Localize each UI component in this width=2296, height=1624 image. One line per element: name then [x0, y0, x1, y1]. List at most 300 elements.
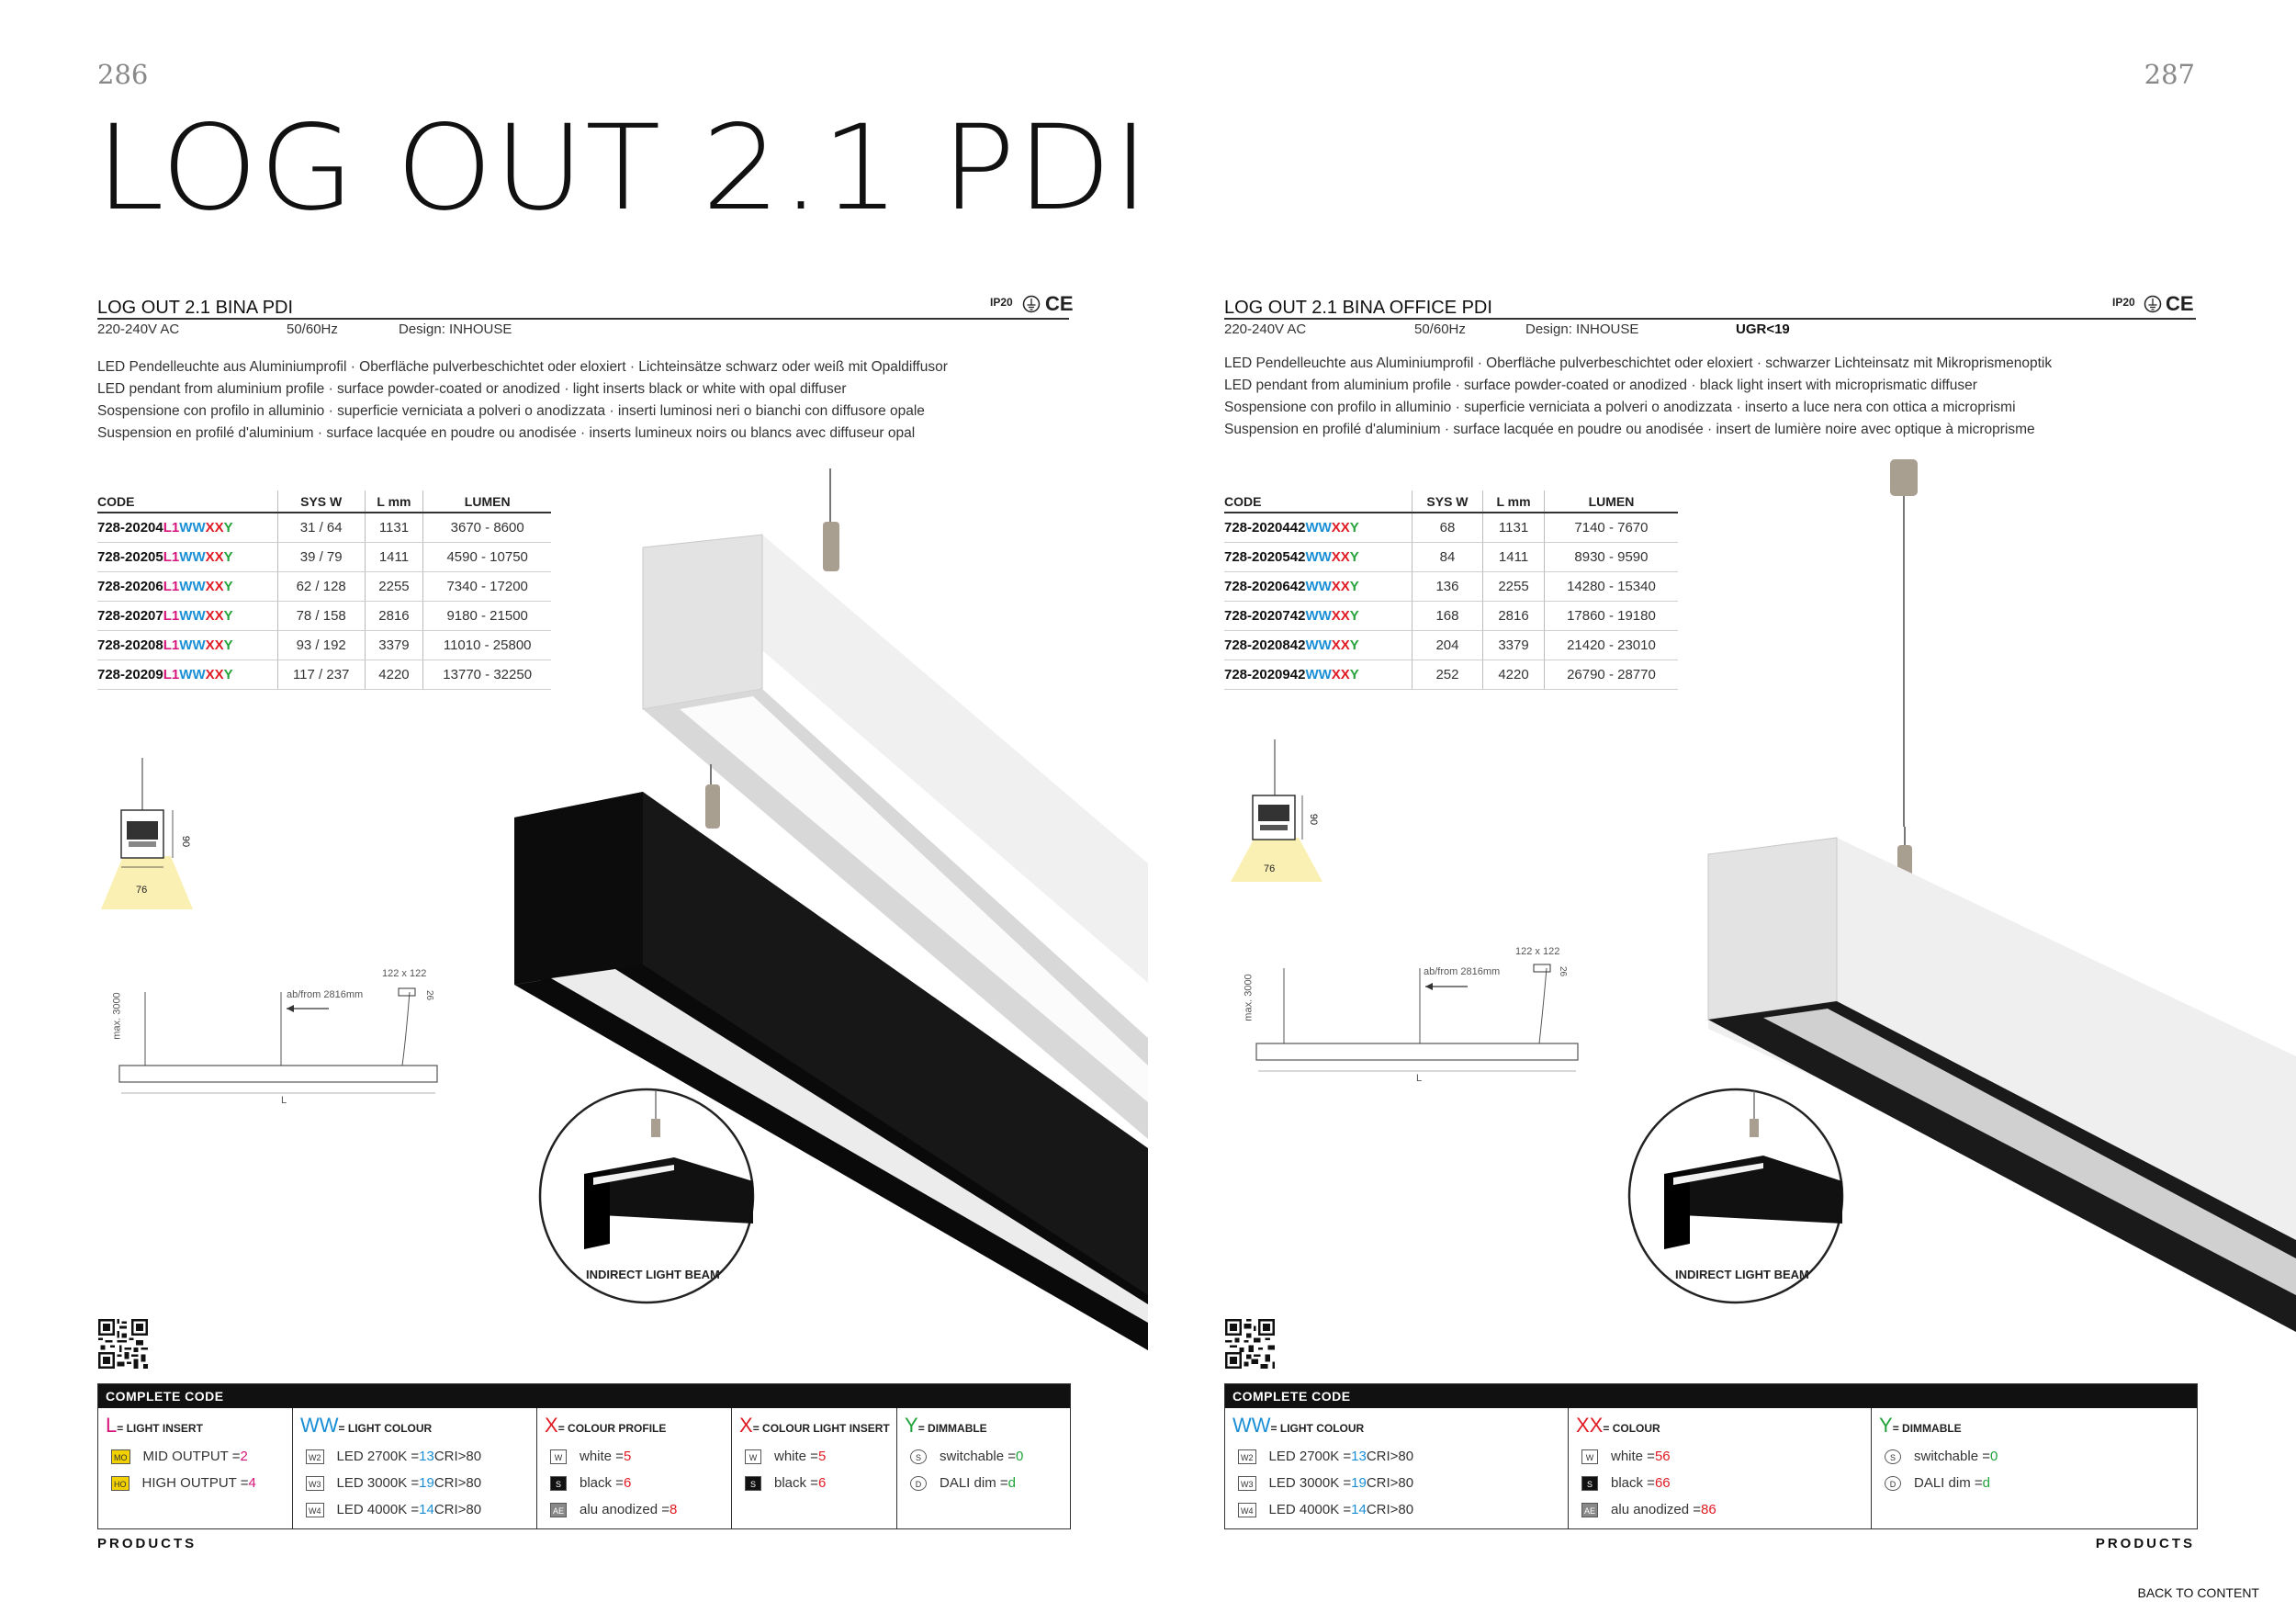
- option-chip-icon: S: [550, 1476, 567, 1491]
- table-row: [1224, 660, 1678, 690]
- cell-sysw: 168: [1412, 602, 1482, 631]
- cell-length: 4220: [1483, 660, 1545, 690]
- cell-lumen: 4590 - 10750: [423, 543, 551, 572]
- option-text: LED 4000K =: [1268, 1502, 1352, 1517]
- code-size: 642: [1282, 579, 1306, 594]
- code-prefix: 728-2020: [1224, 549, 1283, 565]
- code-key: WW: [300, 1414, 339, 1437]
- cell-code: [1224, 543, 1412, 572]
- code-column-header: [1879, 1414, 2187, 1438]
- code-key: X: [739, 1414, 753, 1437]
- code-key-label: = COLOUR LIGHT INSERT: [752, 1422, 890, 1435]
- code-key: Y: [905, 1414, 918, 1437]
- code-light-colour: WW: [1305, 637, 1332, 653]
- option-chip-icon: W4: [1238, 1503, 1256, 1517]
- footer-products-right[interactable]: PRODUCTS: [2095, 1536, 2195, 1551]
- code-size: 7: [155, 608, 163, 624]
- option-chip-icon: W: [550, 1449, 567, 1464]
- cell-code: [1224, 631, 1412, 660]
- option-value: 0: [1015, 1449, 1024, 1464]
- cell-sysw: 68: [1412, 513, 1482, 543]
- design-left: Design: INHOUSE: [399, 321, 512, 337]
- code-column-header: [545, 1414, 724, 1438]
- code-option: [1232, 1496, 1560, 1523]
- table-row: [97, 543, 551, 572]
- table-row: [1224, 543, 1678, 572]
- option-value: 6: [817, 1475, 827, 1491]
- code-light-insert: L1: [163, 579, 180, 594]
- code-column: [1569, 1408, 1872, 1528]
- cell-code: [1224, 602, 1412, 631]
- option-text: white =: [774, 1449, 818, 1464]
- cell-sysw: 93 / 192: [277, 631, 365, 660]
- section-width-left: 76: [136, 885, 148, 896]
- option-tail: CRI>80: [1366, 1475, 1414, 1491]
- cell-sysw: 136: [1412, 572, 1482, 602]
- code-dimmable: Y: [223, 549, 233, 565]
- option-chip-icon: W2: [1238, 1449, 1256, 1464]
- code-column: [98, 1408, 293, 1528]
- page-number-right: 287: [2144, 59, 2195, 90]
- cell-sysw: 31 / 64: [277, 513, 365, 543]
- cell-lumen: 17860 - 19180: [1544, 602, 1678, 631]
- option-text: black =: [580, 1475, 624, 1491]
- code-light-colour-2: W: [192, 608, 206, 624]
- code-key: L: [106, 1414, 118, 1437]
- page-number-left: 286: [97, 59, 149, 90]
- code-option: [1576, 1443, 1863, 1470]
- cell-length: 2816: [1483, 602, 1545, 631]
- design-right: Design: INHOUSE: [1525, 321, 1639, 337]
- cell-lumen: 7140 - 7670: [1544, 513, 1678, 543]
- code-light-colour: W: [179, 667, 193, 682]
- option-value: 19: [1351, 1475, 1367, 1491]
- code-option: [1232, 1443, 1560, 1470]
- code-colour-profile: X: [205, 579, 215, 594]
- ground-icon: [2144, 295, 2162, 318]
- cell-lumen: 9180 - 21500: [423, 602, 551, 631]
- code-light-colour-2: W: [192, 579, 206, 594]
- option-text: alu anodized =: [1611, 1502, 1702, 1517]
- code-key-label: = LIGHT COLOUR: [338, 1422, 433, 1435]
- code-colour-insert: X: [214, 549, 224, 565]
- code-option: [905, 1470, 1060, 1496]
- code-colour: XX: [1331, 579, 1350, 594]
- code-dimmable: Y: [223, 608, 233, 624]
- cell-lumen: 3670 - 8600: [423, 513, 551, 543]
- code-colour-profile: X: [205, 608, 215, 624]
- code-colour: XX: [1331, 637, 1350, 653]
- code-prefix: 728-2020: [1224, 520, 1283, 536]
- code-option: [300, 1470, 529, 1496]
- qr-code-icon[interactable]: [98, 1319, 148, 1373]
- code-light-colour: WW: [1305, 520, 1332, 536]
- table-row: [1224, 513, 1678, 543]
- cell-code: [97, 660, 277, 690]
- spec-table-left: [97, 491, 551, 690]
- option-chip-icon: W: [1581, 1449, 1598, 1464]
- col-code: CODE: [1224, 491, 1412, 513]
- code-light-colour: W: [179, 549, 193, 565]
- title-rule-left: [97, 318, 1069, 320]
- cell-code: [97, 602, 277, 631]
- code-prefix: 728-2020: [97, 579, 156, 594]
- cell-lumen: 8930 - 9590: [1544, 543, 1678, 572]
- option-tail: CRI>80: [433, 1449, 482, 1464]
- option-value: 86: [1701, 1502, 1716, 1517]
- option-chip-icon: W3: [306, 1476, 324, 1491]
- section-height-left: 90: [180, 835, 192, 848]
- install-from-left: ab/from 2816mm: [287, 989, 364, 1000]
- option-value: d: [1007, 1475, 1016, 1491]
- indirect-label-right: INDIRECT LIGHT BEAM: [1675, 1268, 1809, 1281]
- code-light-colour-2: W: [192, 520, 206, 536]
- code-key-label: = COLOUR: [1603, 1422, 1660, 1435]
- cell-lumen: 7340 - 17200: [423, 572, 551, 602]
- code-key-label: = DIMMABLE: [917, 1422, 987, 1435]
- option-chip-icon: S: [745, 1476, 761, 1491]
- page-title: LOG OUT 2.1 PDI: [96, 100, 1151, 237]
- install-profile-right: 122 x 122: [1515, 946, 1560, 957]
- option-value: 6: [623, 1475, 632, 1491]
- ce-mark-left: CE: [1045, 292, 1074, 315]
- code-prefix: 728-2020: [1224, 579, 1283, 594]
- cell-lumen: 26790 - 28770: [1544, 660, 1678, 690]
- code-column-header: [739, 1414, 889, 1438]
- option-chip-icon: D: [1885, 1476, 1901, 1491]
- code-key: Y: [1879, 1414, 1893, 1437]
- code-size: 9: [155, 667, 163, 682]
- cell-code: [97, 572, 277, 602]
- install-profile-h-left: 26: [424, 989, 435, 1001]
- code-option: [106, 1470, 285, 1496]
- code-option: [1232, 1470, 1560, 1496]
- code-dimmable: Y: [1349, 520, 1359, 536]
- cell-sysw: 117 / 237: [277, 660, 365, 690]
- table-row: [1224, 572, 1678, 602]
- code-column: [897, 1408, 1067, 1528]
- table-row: [97, 602, 551, 631]
- code-option: [545, 1443, 724, 1470]
- code-light-colour: WW: [1305, 667, 1332, 682]
- ip-badge-left: IP20: [990, 296, 1013, 309]
- cell-lumen: 13770 - 32250: [423, 660, 551, 690]
- section-width-right: 76: [1264, 863, 1276, 874]
- qr-code-icon[interactable]: [1225, 1319, 1275, 1373]
- cell-code: [97, 513, 277, 543]
- option-chip-icon: W3: [1238, 1476, 1256, 1491]
- code-column-header: [1232, 1414, 1560, 1438]
- code-size: 542: [1282, 549, 1306, 565]
- complete-code-left: [97, 1383, 1071, 1529]
- code-dimmable: Y: [1349, 579, 1359, 594]
- option-value: 19: [419, 1475, 434, 1491]
- cell-code: [97, 631, 277, 660]
- code-colour: XX: [1331, 608, 1350, 624]
- code-prefix: 728-2020: [97, 549, 156, 565]
- code-size: 4: [155, 520, 163, 536]
- option-value: 5: [817, 1449, 827, 1464]
- code-option: [905, 1443, 1060, 1470]
- code-key: X: [545, 1414, 558, 1437]
- table-row: [97, 631, 551, 660]
- code-option: [739, 1470, 889, 1496]
- option-text: DALI dim =: [940, 1475, 1008, 1491]
- ground-icon: [1022, 295, 1041, 318]
- cell-sysw: 252: [1412, 660, 1482, 690]
- option-chip-icon: S: [1581, 1476, 1598, 1491]
- table-row: [1224, 602, 1678, 631]
- product-title-left: LOG OUT 2.1 BINA PDI: [97, 298, 294, 318]
- code-light-colour: W: [179, 579, 193, 594]
- option-text: alu anodized =: [580, 1502, 670, 1517]
- option-chip-icon: W4: [306, 1503, 324, 1517]
- code-dimmable: Y: [1349, 637, 1359, 653]
- code-column-header: [106, 1414, 285, 1438]
- section-height-right: 90: [1308, 813, 1320, 826]
- code-size: 6: [155, 579, 163, 594]
- code-column: [293, 1408, 537, 1528]
- option-value: 13: [419, 1449, 434, 1464]
- code-colour: XX: [1331, 520, 1350, 536]
- option-value: 66: [1654, 1475, 1671, 1491]
- code-light-insert: L1: [163, 520, 180, 536]
- cell-lumen: 21420 - 23010: [1544, 631, 1678, 660]
- cell-sysw: 62 / 128: [277, 572, 365, 602]
- option-chip-icon: AE: [550, 1503, 567, 1517]
- option-value: 14: [419, 1502, 434, 1517]
- option-text: MID OUTPUT =: [142, 1449, 241, 1464]
- code-light-colour-2: W: [192, 637, 206, 653]
- code-light-insert: L1: [163, 667, 180, 682]
- option-chip-icon: S: [1885, 1449, 1901, 1464]
- code-column-header: [300, 1414, 529, 1438]
- install-profile-left: 122 x 122: [382, 968, 427, 979]
- option-text: white =: [580, 1449, 624, 1464]
- code-prefix: 728-2020: [1224, 667, 1283, 682]
- cell-lumen: 11010 - 25800: [423, 631, 551, 660]
- code-option: [1879, 1443, 2187, 1470]
- option-value: 2: [240, 1449, 248, 1464]
- install-length-left: L: [281, 1095, 287, 1106]
- table-row: [97, 660, 551, 690]
- cell-length: 1411: [365, 543, 423, 572]
- cell-code: [1224, 660, 1412, 690]
- option-text: LED 3000K =: [1268, 1475, 1352, 1491]
- code-dimmable: Y: [1349, 608, 1359, 624]
- code-colour-insert: X: [214, 520, 224, 536]
- code-dimmable: Y: [223, 520, 233, 536]
- code-light-insert: L1: [163, 637, 180, 653]
- code-key-label: = LIGHT COLOUR: [1270, 1422, 1365, 1435]
- code-colour-insert: X: [214, 667, 224, 682]
- code-option: [300, 1443, 529, 1470]
- cell-lumen: 14280 - 15340: [1544, 572, 1678, 602]
- option-text: switchable =: [940, 1449, 1016, 1464]
- option-value: 56: [1654, 1449, 1671, 1464]
- description-right: LED Pendelleuchte aus Aluminiumprofil · Oberfläche pulverbeschichtet oder eloxiert · schwarzer Lichteinsatz mit Mikroprismenoptik LED pendant from aluminium profile · surface powder-coated or anodized · black light insert with microprismatic diffuser Sospensione con profilo in alluminio · superficie verniciata a polveri o anodizzata · inserto a luce nera con ottica a microprismi Suspension en profilé d'aluminium · surface lacquée en poudre ou anodisée · insert de lumière noire avec optique à microprisme: [1224, 355, 2053, 437]
- col-length: L mm: [1483, 491, 1545, 513]
- code-size: 742: [1282, 608, 1306, 624]
- code-colour: XX: [1331, 667, 1350, 682]
- code-light-colour-2: W: [192, 667, 206, 682]
- code-colour-insert: X: [214, 608, 224, 624]
- back-to-content-link[interactable]: BACK TO CONTENT: [2137, 1585, 2259, 1600]
- indirect-label-left: INDIRECT LIGHT BEAM: [586, 1268, 720, 1281]
- code-colour-profile: X: [205, 667, 215, 682]
- cell-length: 2255: [1483, 572, 1545, 602]
- title-rule-right: [1224, 318, 2196, 320]
- code-colour-profile: X: [205, 549, 215, 565]
- option-text: LED 2700K =: [336, 1449, 420, 1464]
- description-left: LED Pendelleuchte aus Aluminiumprofil · Oberfläche pulverbeschichtet oder eloxiert · Lichteinsätze schwarz oder weiß mit Opaldiffusor LED pendant from aluminium profile · surface powder-coated or anodized · light inserts black or white with opal diffuser Sospensione con profilo in alluminio · superficie verniciata a polveri o anodizzata · inserti luminosi neri o bianchi con diffusore opale Suspension en profilé d'aluminium · surface lacquée en poudre ou anodisée · inserts lumineux noirs ou blancs avec diffuseur opal: [97, 359, 948, 441]
- code-option: [300, 1496, 529, 1523]
- install-drawing-right: [1249, 946, 1589, 1088]
- frequency-right: 50/60Hz: [1414, 321, 1466, 337]
- complete-code-title-left: COMPLETE CODE: [98, 1384, 1070, 1408]
- code-option: [545, 1496, 724, 1523]
- code-colour-profile: X: [205, 520, 215, 536]
- option-value: 5: [623, 1449, 632, 1464]
- option-text: white =: [1611, 1449, 1655, 1464]
- code-light-colour: WW: [1305, 579, 1332, 594]
- code-dimmable: Y: [223, 637, 233, 653]
- spec-table-right: [1224, 491, 1678, 690]
- code-light-colour: WW: [1305, 608, 1332, 624]
- frequency-left: 50/60Hz: [287, 321, 338, 337]
- code-size: 942: [1282, 667, 1306, 682]
- code-colour-insert: X: [214, 637, 224, 653]
- cell-length: 2816: [365, 602, 423, 631]
- code-key: XX: [1576, 1414, 1604, 1437]
- code-prefix: 728-2020: [1224, 608, 1283, 624]
- code-column: [732, 1408, 897, 1528]
- option-tail: CRI>80: [433, 1502, 482, 1517]
- code-key-label: = LIGHT INSERT: [117, 1422, 203, 1435]
- option-chip-icon: AE: [1581, 1503, 1598, 1517]
- option-value: d: [1982, 1475, 1990, 1491]
- cell-length: 3379: [365, 631, 423, 660]
- code-option: [1576, 1470, 1863, 1496]
- option-value: 4: [248, 1475, 256, 1491]
- col-sysw: SYS W: [1412, 491, 1482, 513]
- code-prefix: 728-2020: [97, 608, 156, 624]
- voltage-left: 220-240V AC: [97, 321, 180, 337]
- install-length-right: L: [1416, 1073, 1423, 1084]
- cell-length: 3379: [1483, 631, 1545, 660]
- cell-sysw: 78 / 158: [277, 602, 365, 631]
- code-column: [537, 1408, 732, 1528]
- code-column-header: [905, 1414, 1060, 1438]
- install-max-left: max. 3000: [111, 992, 123, 1040]
- install-profile-h-right: 26: [1558, 965, 1569, 977]
- cell-length: 2255: [365, 572, 423, 602]
- cell-sysw: 204: [1412, 631, 1482, 660]
- footer-products-left[interactable]: PRODUCTS: [97, 1536, 197, 1551]
- cell-length: 1131: [365, 513, 423, 543]
- cell-length: 1411: [1483, 543, 1545, 572]
- code-option: [545, 1470, 724, 1496]
- option-value: 8: [670, 1502, 678, 1517]
- install-drawing-left: [99, 964, 448, 1116]
- option-tail: CRI>80: [433, 1475, 482, 1491]
- ugr-right: UGR<19: [1736, 321, 1790, 337]
- install-from-right: ab/from 2816mm: [1424, 966, 1501, 977]
- cell-sysw: 39 / 79: [277, 543, 365, 572]
- code-option: [106, 1443, 285, 1470]
- option-text: LED 3000K =: [336, 1475, 420, 1491]
- table-row: [97, 513, 551, 543]
- cell-code: [1224, 572, 1412, 602]
- code-colour: XX: [1331, 549, 1350, 565]
- code-option: [739, 1443, 889, 1470]
- code-prefix: 728-2020: [1224, 637, 1283, 653]
- ce-mark-right: CE: [2166, 292, 2194, 315]
- option-value: 0: [1989, 1449, 1998, 1464]
- cell-code: [1224, 513, 1412, 543]
- code-column: [1872, 1408, 2194, 1528]
- code-prefix: 728-2020: [97, 637, 156, 653]
- code-light-insert: L1: [163, 608, 180, 624]
- option-chip-icon: W2: [306, 1449, 324, 1464]
- option-text: black =: [774, 1475, 818, 1491]
- code-dimmable: Y: [1349, 667, 1359, 682]
- code-light-insert: L1: [163, 549, 180, 565]
- cell-length: 1131: [1483, 513, 1545, 543]
- option-text: switchable =: [1914, 1449, 1990, 1464]
- col-code: CODE: [97, 491, 277, 513]
- install-max-right: max. 3000: [1243, 974, 1255, 1021]
- code-size: 5: [155, 549, 163, 565]
- option-text: HIGH OUTPUT =: [141, 1475, 249, 1491]
- code-prefix: 728-2020: [97, 667, 156, 682]
- option-value: 14: [1351, 1502, 1367, 1517]
- option-chip-icon: MO: [111, 1449, 130, 1464]
- code-column-header: [1576, 1414, 1863, 1438]
- col-length: L mm: [365, 491, 423, 513]
- table-row: [97, 572, 551, 602]
- code-light-colour: W: [179, 608, 193, 624]
- table-row: [1224, 631, 1678, 660]
- voltage-right: 220-240V AC: [1224, 321, 1307, 337]
- col-lumen: LUMEN: [1544, 491, 1678, 513]
- col-sysw: SYS W: [277, 491, 365, 513]
- code-colour-profile: X: [205, 637, 215, 653]
- option-text: DALI dim =: [1914, 1475, 1983, 1491]
- complete-code-right: [1224, 1383, 2198, 1529]
- option-text: black =: [1611, 1475, 1655, 1491]
- col-lumen: LUMEN: [423, 491, 551, 513]
- cell-sysw: 84: [1412, 543, 1482, 572]
- ip-badge-right: IP20: [2112, 296, 2135, 309]
- complete-code-title-right: COMPLETE CODE: [1225, 1384, 2197, 1408]
- code-column: [1225, 1408, 1569, 1528]
- code-light-colour: WW: [1305, 549, 1332, 565]
- code-size: 842: [1282, 637, 1306, 653]
- code-colour-insert: X: [214, 579, 224, 594]
- option-chip-icon: D: [910, 1476, 927, 1491]
- code-option: [1879, 1470, 2187, 1496]
- code-key-label: = COLOUR PROFILE: [557, 1422, 667, 1435]
- code-dimmable: Y: [223, 579, 233, 594]
- cell-code: [97, 543, 277, 572]
- code-light-colour-2: W: [192, 549, 206, 565]
- code-key: WW: [1232, 1414, 1271, 1437]
- code-dimmable: Y: [223, 667, 233, 682]
- code-light-colour: W: [179, 637, 193, 653]
- cell-length: 4220: [365, 660, 423, 690]
- option-tail: CRI>80: [1366, 1449, 1414, 1464]
